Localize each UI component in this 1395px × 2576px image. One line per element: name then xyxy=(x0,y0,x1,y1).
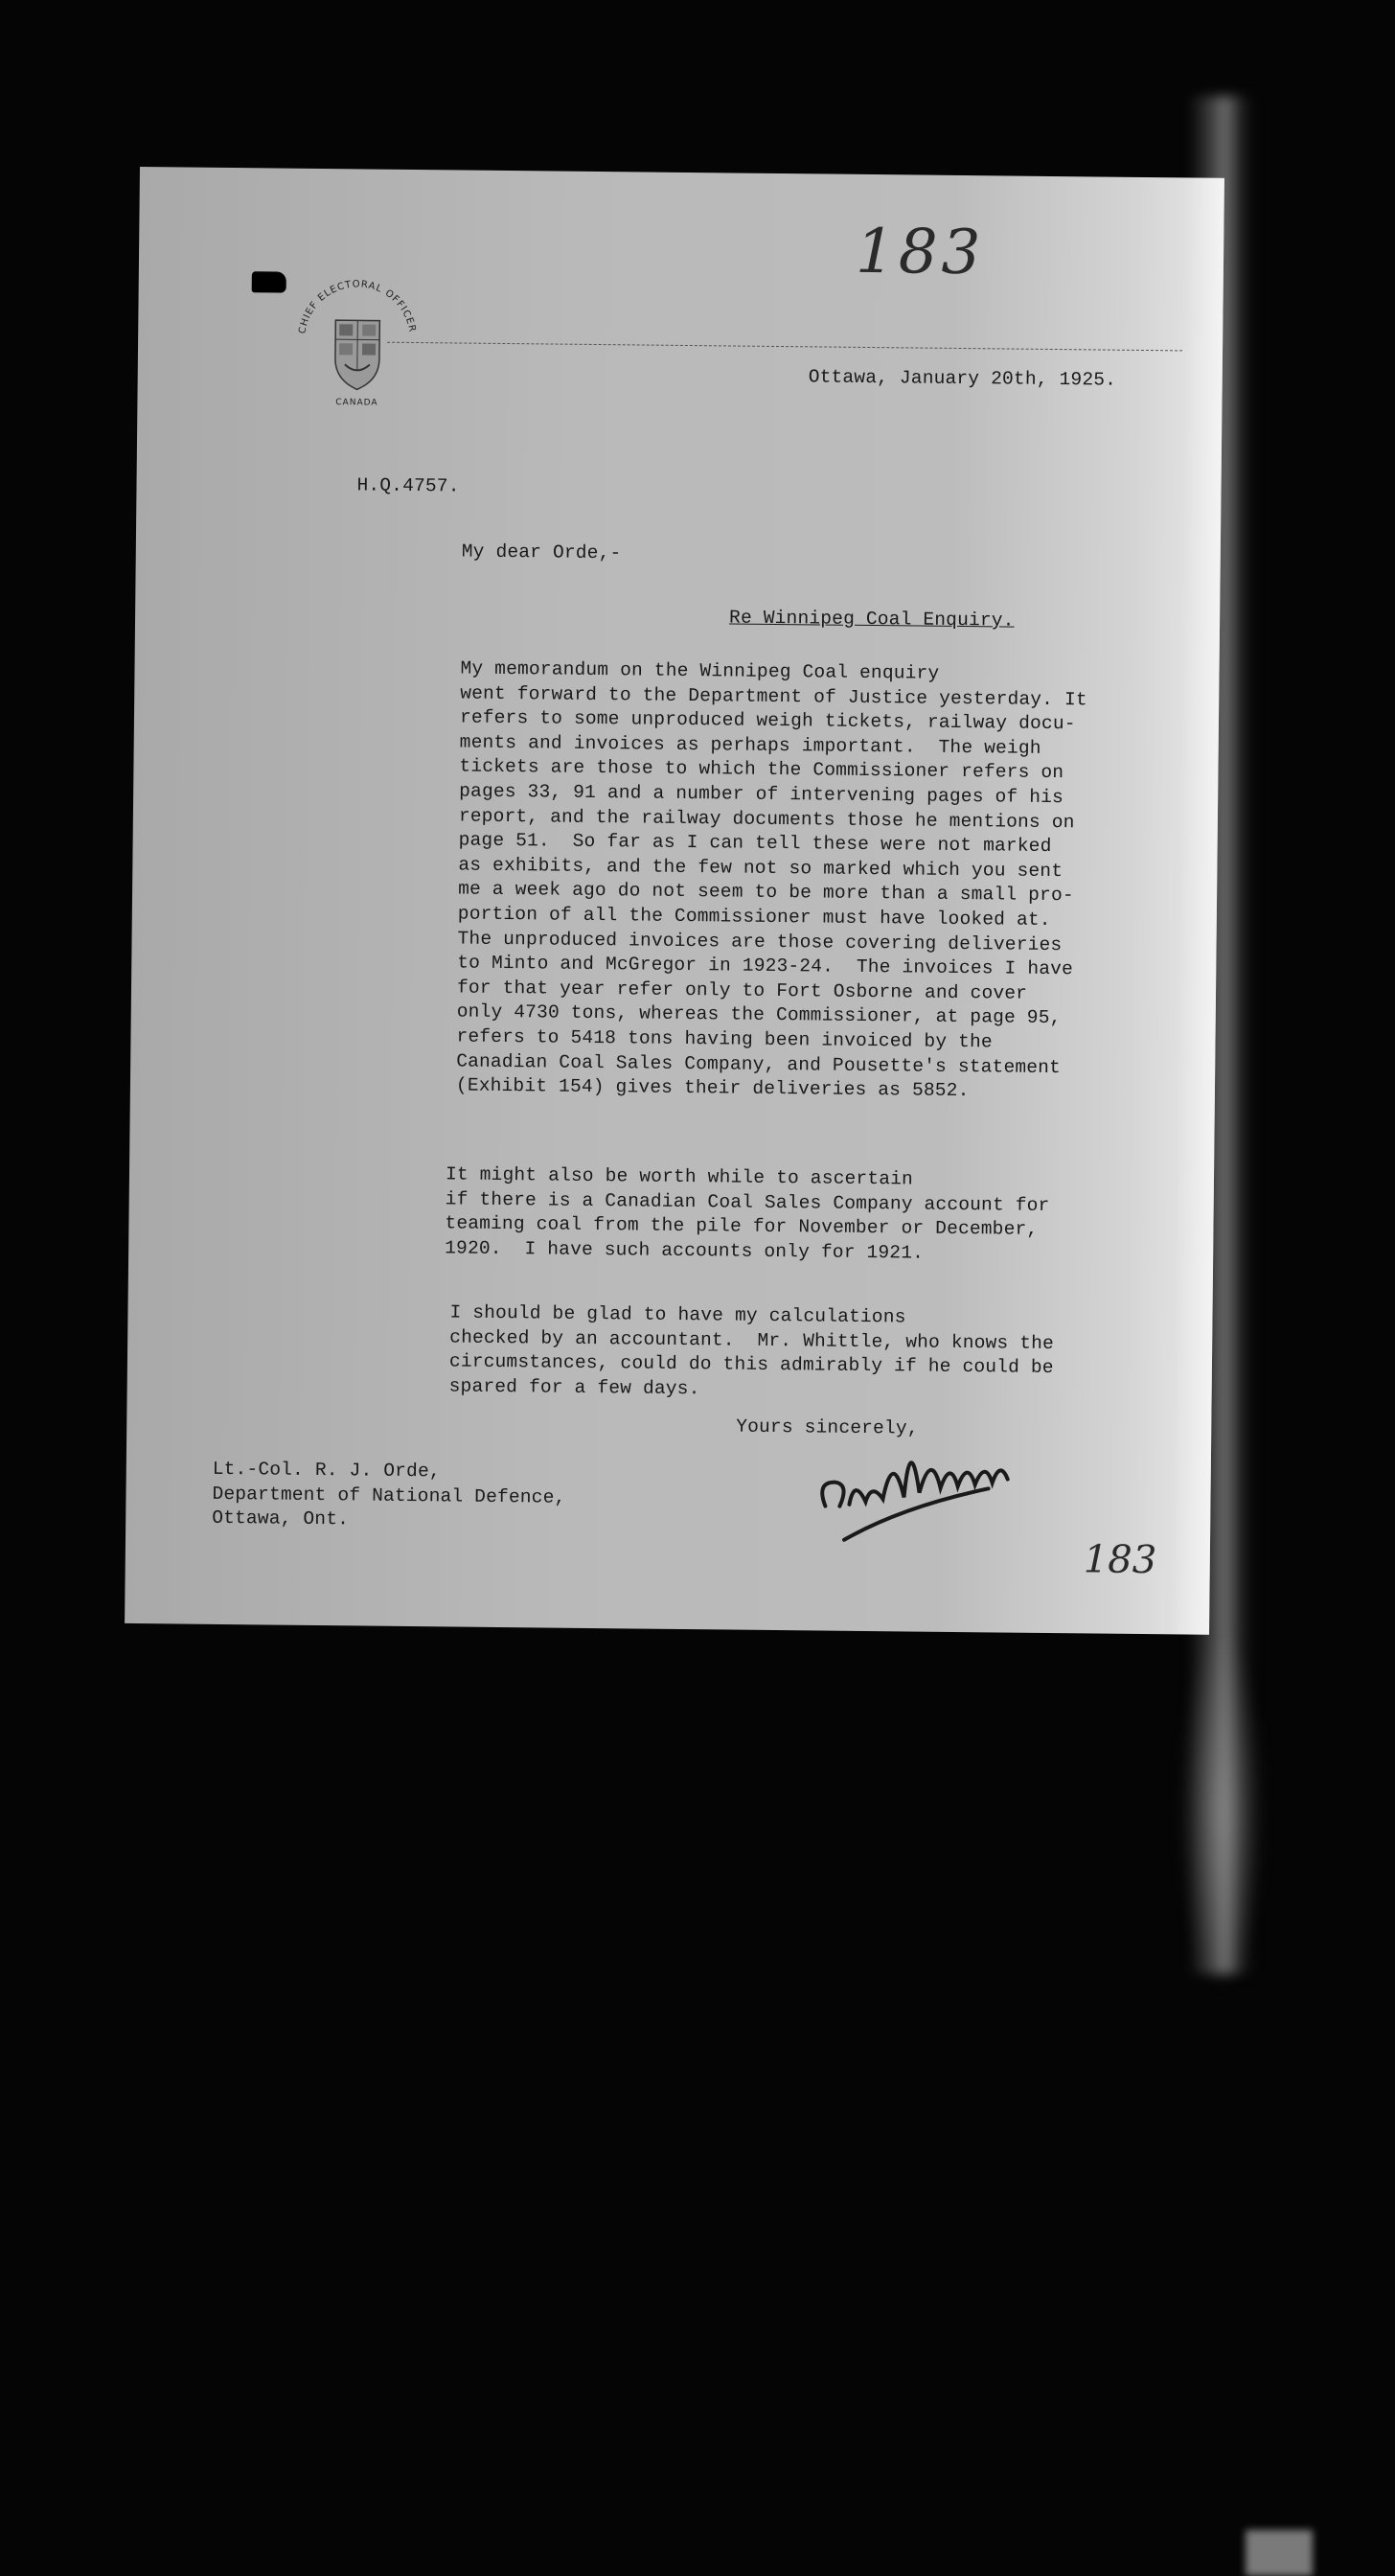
body-paragraph-1: My memorandum on the Winnipeg Coal enquiry went forward to the Department of Justice yesterday. It refers to some unproduced weigh tickets, railway docu- ments and invoices as perhaps important. The weigh tickets are those to which the Commissioner refers on pages 33, 91 and a number of intervening pages of his report, and the railway documents those he mentions on page 51. So far as I can tell these were not marked as exhibits, and the few not so marked which you sent me a week ago do not seem to be more than a small pro- portion of all the Commissioner must have looked at. The unproduced invoices are those covering deliveries to Minto and McGregor in 1923-24. The invoices I have for that year refer only to Fort Osborne and cover only 4730 tons, whereas the Commissioner, at page 95, refers to 5418 tons having been invoiced by the Canadian Coal Sales Company, and Pousette's statement (Exhibit 154) gives their deliveries as 5852. xyxy=(455,657,1087,1102)
dateline: Ottawa, January 20th, 1925. xyxy=(808,366,1117,391)
subject-line: Re Winnipeg Coal Enquiry. xyxy=(728,607,1015,632)
handwritten-signature xyxy=(796,1391,1066,1556)
file-reference: H.Q.4757. xyxy=(356,474,460,497)
letterhead-rule xyxy=(387,342,1182,352)
handwritten-page-number-top: 183 xyxy=(855,216,985,289)
letter-page xyxy=(125,167,1224,1635)
addressee-name: Lt.-Col. R. J. Orde, xyxy=(212,1458,441,1483)
film-edge-glare-bottom xyxy=(1246,2530,1313,2576)
addressee-city: Ottawa, Ont. xyxy=(212,1507,350,1530)
seal-arc-text: CHIEF ELECTORAL OFFICER xyxy=(297,279,418,335)
seal-bottom-text: CANADA xyxy=(335,398,378,408)
handwritten-page-number-bottom: 183 xyxy=(1083,1537,1157,1583)
closing: Yours sincerely, xyxy=(736,1415,919,1439)
addressee-department: Department of National Defence, xyxy=(212,1483,566,1508)
addressee-block xyxy=(212,1458,566,1535)
film-edge-glare-lower xyxy=(1178,1629,1265,1993)
body-paragraph-3: I should be glad to have my calculations checked by an accountant. Mr. Whittle, who knows the circumstances, could do this admirably if he could be spared for a few days. xyxy=(448,1301,1055,1399)
body-paragraph-2: It might also be worth while to ascertain if there is a Canadian Coal Sales Company account for teaming coal from the pile for November or December, 1920. I have such accounts only for 1921. xyxy=(445,1163,1050,1264)
ink-blot xyxy=(252,271,286,292)
salutation: My dear Orde,- xyxy=(461,540,622,564)
electoral-office-seal xyxy=(285,263,430,408)
